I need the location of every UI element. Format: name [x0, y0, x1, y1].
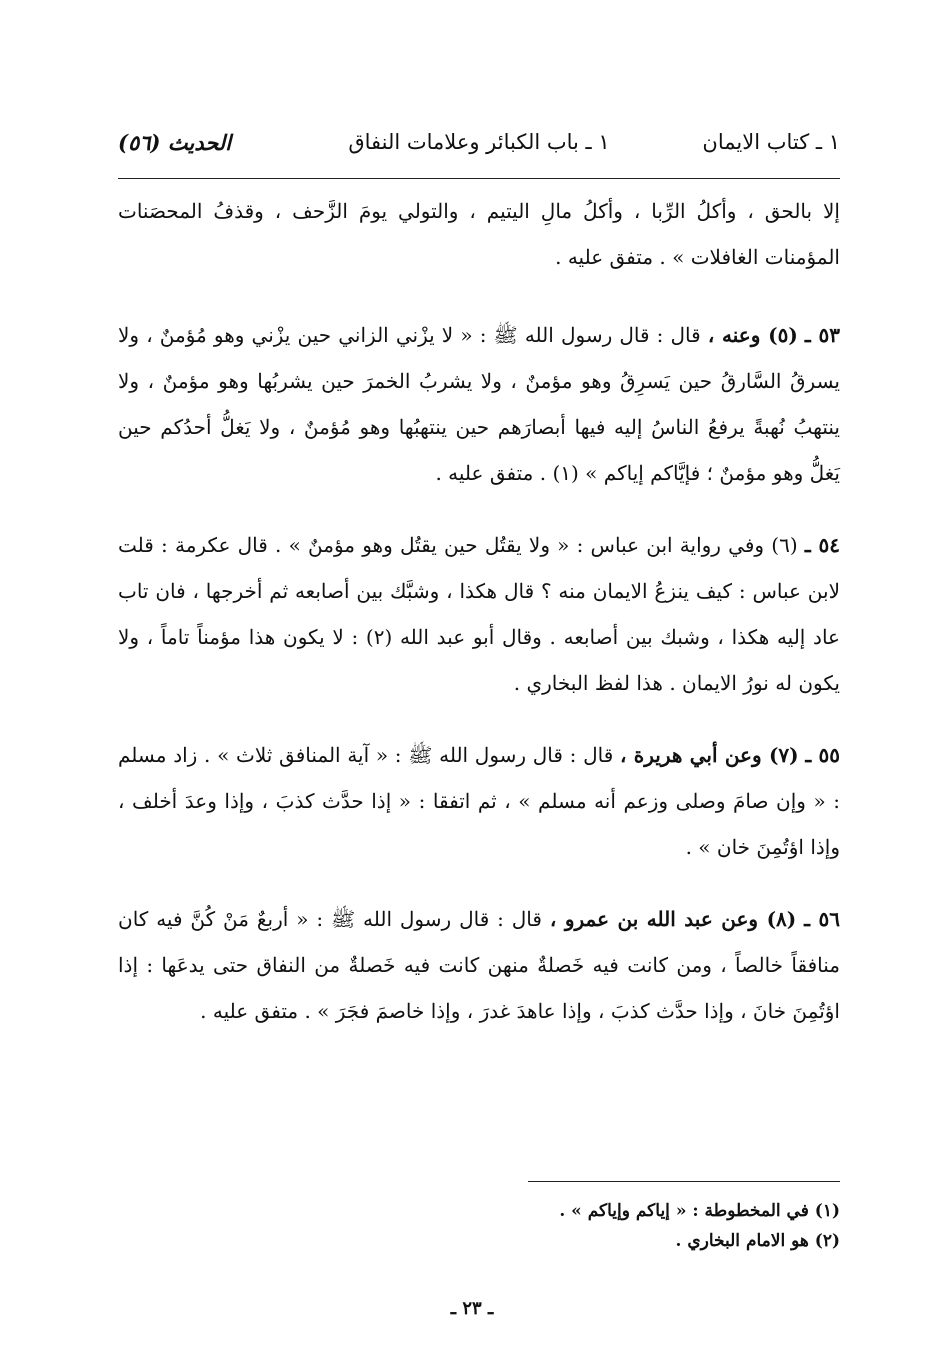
- hadith-text: قال : قال رسول الله ﷺ : « آية المنافق ثلاث » . زاد مسلم : « وإن صامَ وصلى وزعم أنه مسلم » ، ثم اتفقا : « إذا حدَّث كذبَ ، وإذا وعدَ أخلف ، وإذا اؤتُمِنَ خان » .: [118, 743, 840, 859]
- hadith-55: [118, 732, 840, 870]
- hadith-text: وفي رواية ابن عباس : « ولا يقتُل حين يقتُل وهو مؤمنٌ » . قال عكرمة : قلت لابن عباس : كيف ينزعُ الايمان منه ؟ قال هكذا ، وشبَّك بين أصابعه ثم أخرجها ، فان تاب عاد إليه هكذا ، وشبك بين أصابعه . وقال أبو عبد الله (٢) : لا يكون هذا مؤمناً تاماً ، ولا يكون له نورُ الايمان . هذا لفظ البخاري .: [118, 533, 840, 695]
- hadith-number: ٥٤ ـ: [804, 533, 841, 557]
- chapter-title: ١ ـ كتاب الايمان: [702, 130, 840, 154]
- page-number: ـ ٢٣ ـ: [450, 1298, 494, 1319]
- hadith-range: الحديث (٥٦): [118, 130, 232, 155]
- hadith-54: [118, 522, 840, 706]
- footnote-2: (٢) هو الامام البخاري .: [675, 1231, 840, 1251]
- header-divider: [118, 178, 840, 179]
- hadith-text: قال : قال رسول الله ﷺ : « أربعٌ مَنْ كُنَّ فيه كان منافقاً خالصاً ، ومن كانت فيه خَصلةٌ منهن كانت فيه خَصلةٌ من النفاق حتى يدعَها : إذا اؤتُمِنَ خانَ ، وإذا حدَّث كذبَ ، وإذا عاهدَ غدرَ ، وإذا خاصمَ فجَرَ » . متفق عليه .: [118, 907, 840, 1023]
- running-header: [118, 120, 840, 170]
- paragraph-continuation: [118, 188, 840, 280]
- hadith-reference: (٥) وعنه ،: [707, 323, 798, 347]
- hadith-56: [118, 896, 840, 1034]
- hadith-number: ٥٣ ـ: [804, 323, 840, 347]
- hadith-reference: (٧) وعن أبي هريرة ،: [620, 743, 799, 767]
- hadith-text: قال : قال رسول الله ﷺ : « لا يزْني الزاني حين يزْني وهو مُؤمنٌ ، ولا يسرقُ السَّارقُ حين يَسرِقُ وهو مؤمنٌ ، ولا يشربُ الخمرَ حين يشربُها وهو مؤمنٌ ، ولا ينتهبُ نُهبةً يرفعُ الناسُ إليه فيها أبصارَهم حين ينتهبُها وهو مُؤمنٌ ، ولا يَغلُّ أحدُكم حين يَغلُّ وهو مؤمنٌ ؛ فإيَّاكم إياكم » (١) . متفق عليه .: [118, 323, 840, 485]
- footnotes: [300, 1196, 840, 1256]
- main-text: [118, 188, 840, 1060]
- footnote-divider: [528, 1181, 840, 1182]
- section-title: ١ ـ باب الكبائر وعلامات النفاق: [348, 130, 610, 154]
- footnote-1: (١) في المخطوطة : « إياكم وإياكم » .: [559, 1201, 840, 1221]
- hadith-reference: (٨) وعن عبد الله بن عمرو ،: [549, 907, 797, 931]
- hadith-number: ٥٥ ـ: [805, 743, 840, 767]
- hadith-53: [118, 312, 840, 496]
- hadith-reference: (٦): [771, 533, 798, 557]
- paragraph-text: إلا بالحق ، وأكلُ الرِّبا ، وأكلُ مالِ اليتيم ، والتولي يومَ الزَّحف ، وقذفُ المحصَنات المؤمنات الغافلات » . متفق عليه .: [118, 199, 840, 269]
- hadith-number: ٥٦ ـ: [804, 907, 841, 931]
